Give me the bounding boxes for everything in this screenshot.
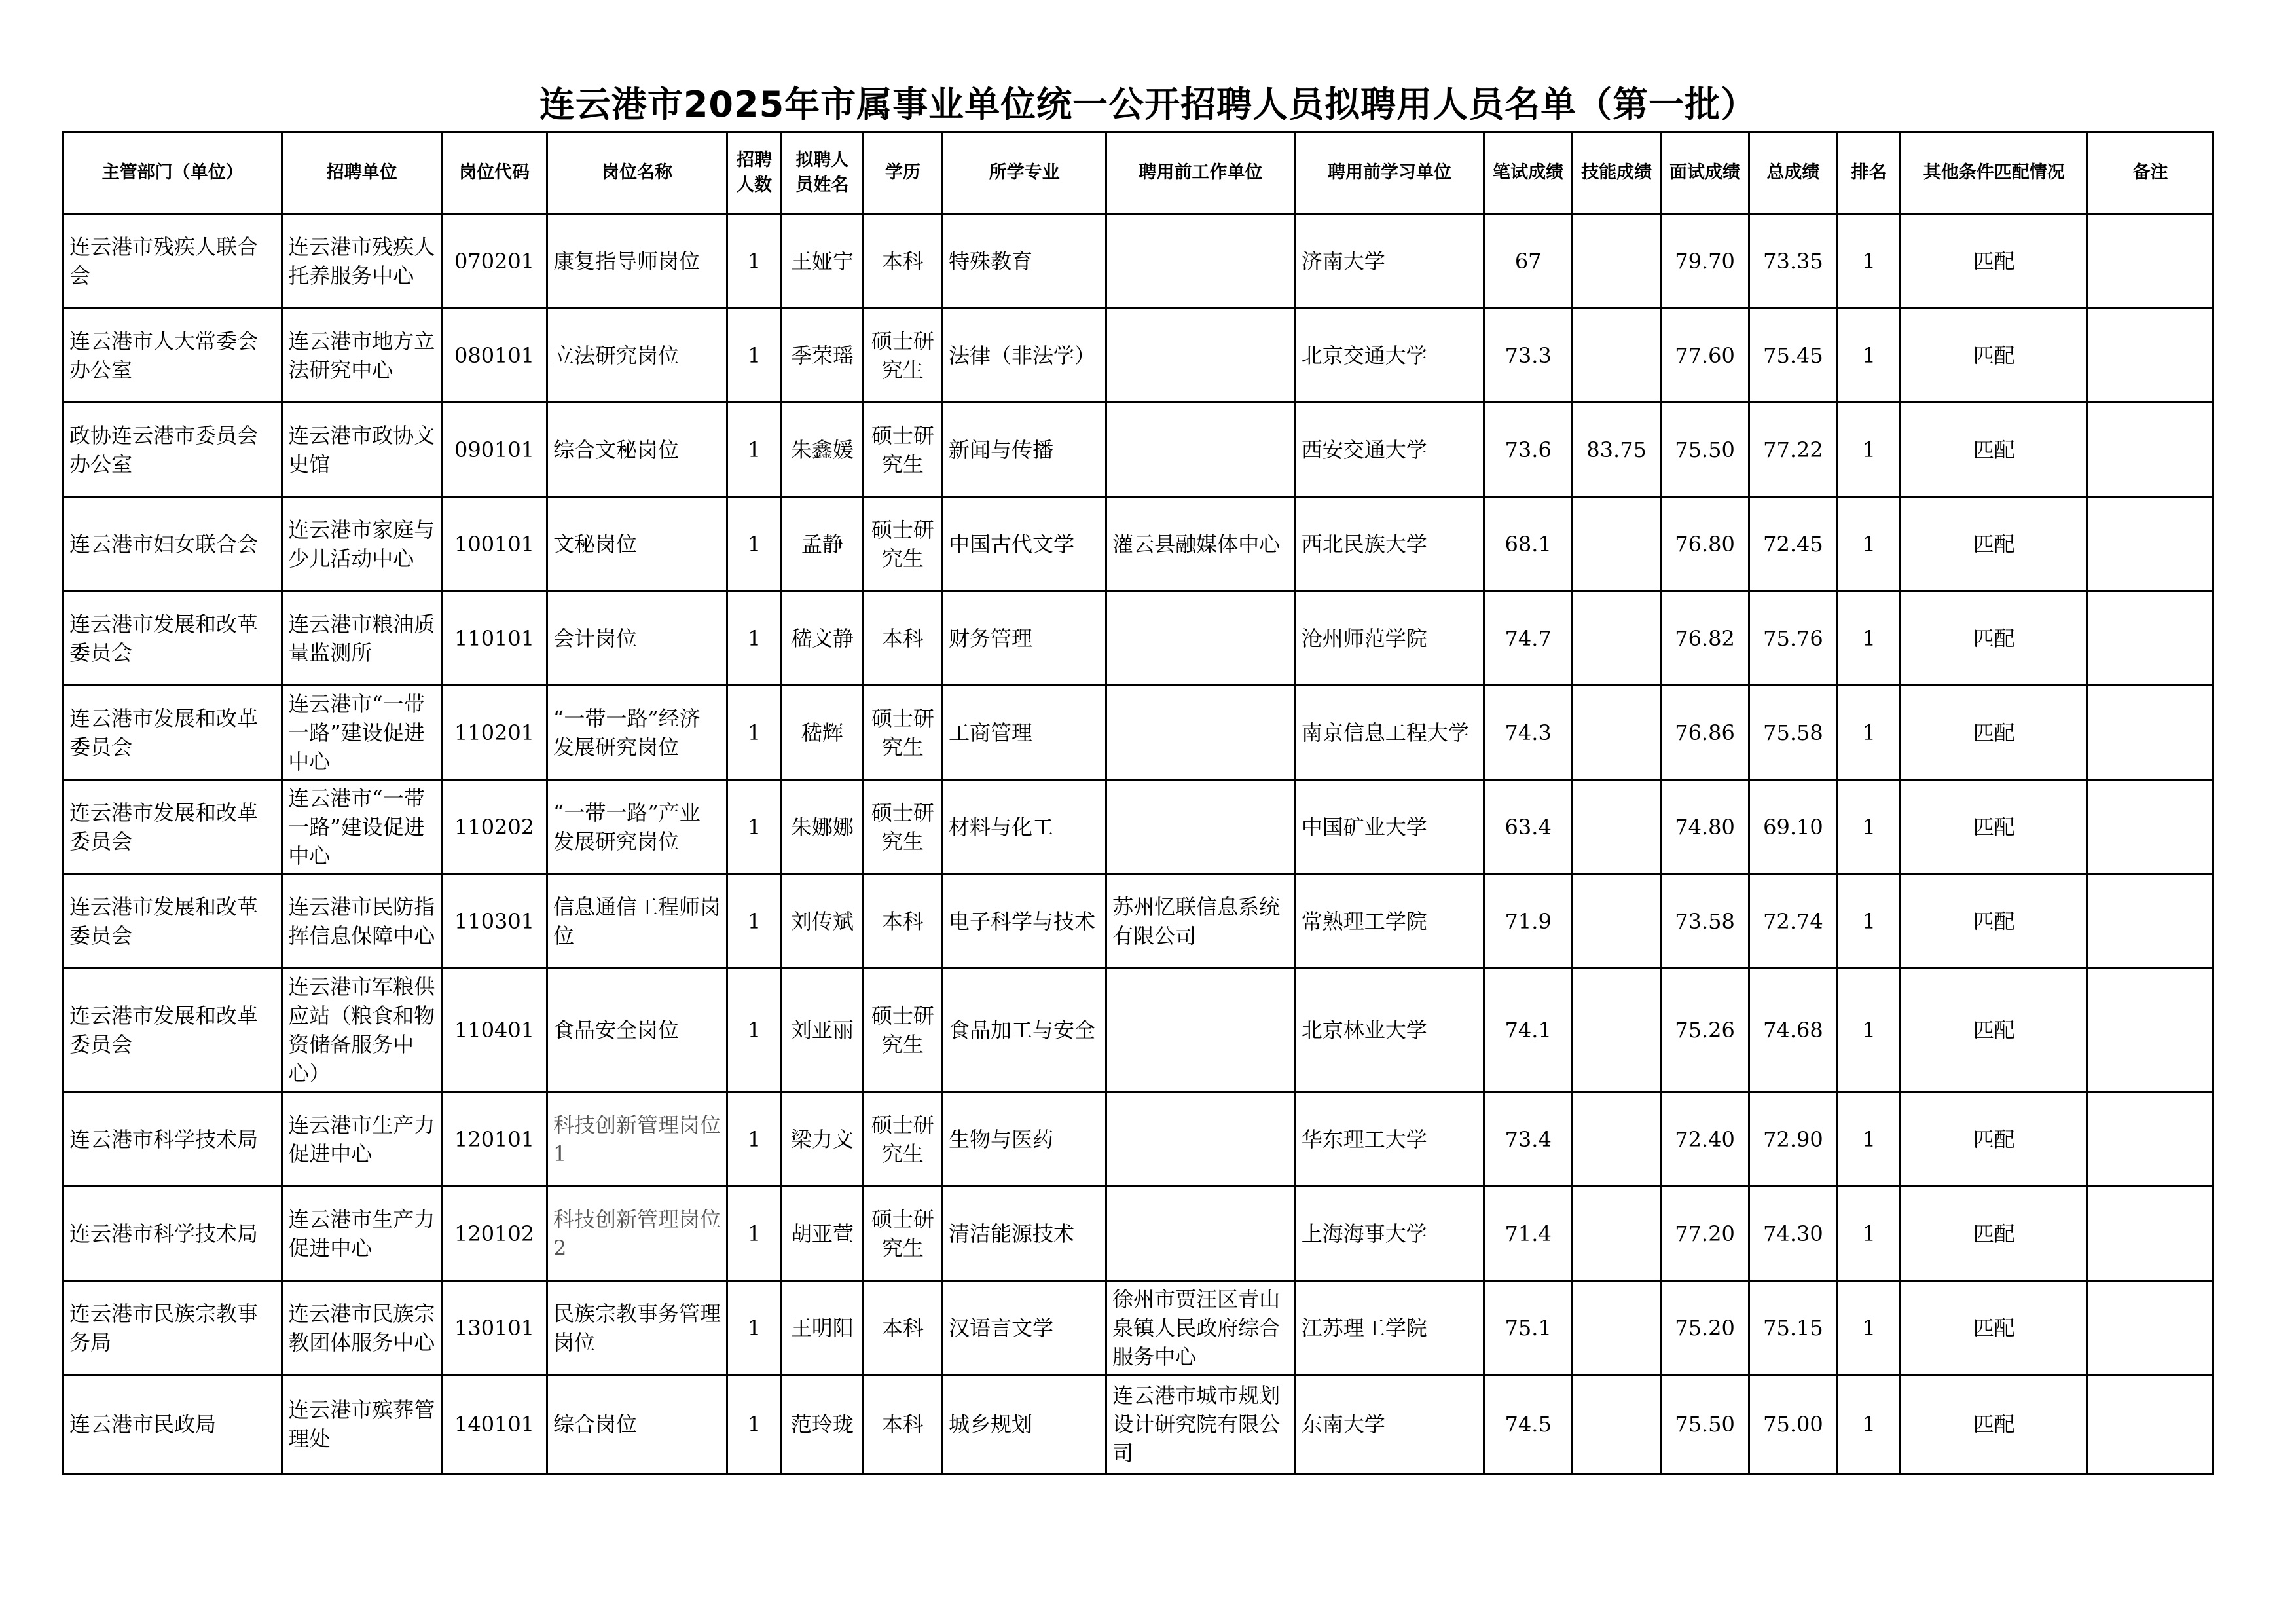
cell-name: 朱娜娜 (782, 780, 864, 874)
cell-total-score: 72.45 (1749, 497, 1837, 591)
cell-position: 康复指导师岗位 (547, 214, 727, 308)
cell-name: 孟静 (782, 497, 864, 591)
cell-skill-score (1573, 1187, 1661, 1281)
cell-unit: 连云港市家庭与少儿活动中心 (282, 497, 442, 591)
cell-education: 硕士研究生 (863, 497, 942, 591)
cell-major: 中国古代文学 (943, 497, 1106, 591)
cell-dept: 连云港市民族宗教事务局 (64, 1281, 282, 1375)
table-row (64, 780, 2214, 874)
cell-dept: 连云港市发展和改革委员会 (64, 969, 282, 1092)
cell-count: 1 (727, 214, 782, 308)
header-skill-score: 技能成绩 (1573, 132, 1661, 214)
cell-major: 食品加工与安全 (943, 969, 1106, 1092)
cell-major: 法律（非法学） (943, 308, 1106, 403)
cell-count: 1 (727, 874, 782, 969)
cell-position: 综合文秘岗位 (547, 403, 727, 497)
cell-position: 文秘岗位 (547, 497, 727, 591)
cell-conditions: 匹配 (1901, 686, 2087, 780)
cell-remarks (2087, 591, 2213, 686)
cell-interview-score: 73.58 (1661, 874, 1749, 969)
cell-count: 1 (727, 780, 782, 874)
cell-conditions: 匹配 (1901, 1092, 2087, 1187)
cell-prev-work (1106, 1092, 1296, 1187)
cell-interview-score: 72.40 (1661, 1092, 1749, 1187)
cell-unit: 连云港市政协文史馆 (282, 403, 442, 497)
cell-position: 科技创新管理岗位2 (547, 1187, 727, 1281)
cell-code: 110401 (442, 969, 547, 1092)
cell-conditions: 匹配 (1901, 1375, 2087, 1474)
cell-remarks (2087, 403, 2213, 497)
cell-prev-school: 上海海事大学 (1295, 1187, 1484, 1281)
cell-skill-score (1573, 969, 1661, 1092)
cell-interview-score: 75.20 (1661, 1281, 1749, 1375)
cell-rank: 1 (1837, 591, 1901, 686)
cell-prev-work: 苏州忆联信息系统有限公司 (1106, 874, 1296, 969)
cell-name: 范玲珑 (782, 1375, 864, 1474)
cell-total-score: 75.00 (1749, 1375, 1837, 1474)
cell-total-score: 74.30 (1749, 1187, 1837, 1281)
cell-written-score: 75.1 (1484, 1281, 1573, 1375)
cell-prev-school: 北京交通大学 (1295, 308, 1484, 403)
cell-education: 硕士研究生 (863, 686, 942, 780)
cell-position: 综合岗位 (547, 1375, 727, 1474)
cell-remarks (2087, 686, 2213, 780)
cell-position: 民族宗教事务管理岗位 (547, 1281, 727, 1375)
cell-count: 1 (727, 1281, 782, 1375)
cell-name: 梁力文 (782, 1092, 864, 1187)
cell-rank: 1 (1837, 1375, 1901, 1474)
cell-skill-score (1573, 591, 1661, 686)
header-prev-school: 聘用前学习单位 (1295, 132, 1484, 214)
cell-count: 1 (727, 1092, 782, 1187)
header-name: 拟聘人员姓名 (782, 132, 864, 214)
cell-rank: 1 (1837, 308, 1901, 403)
cell-unit: 连云港市民族宗教团体服务中心 (282, 1281, 442, 1375)
cell-rank: 1 (1837, 403, 1901, 497)
cell-written-score: 74.1 (1484, 969, 1573, 1092)
cell-major: 工商管理 (943, 686, 1106, 780)
cell-dept: 连云港市民政局 (64, 1375, 282, 1474)
header-rank: 排名 (1837, 132, 1901, 214)
cell-major: 生物与医药 (943, 1092, 1106, 1187)
table-row (64, 969, 2214, 1092)
cell-rank: 1 (1837, 497, 1901, 591)
cell-skill-score (1573, 1375, 1661, 1474)
cell-conditions: 匹配 (1901, 497, 2087, 591)
cell-prev-work (1106, 308, 1296, 403)
header-code: 岗位代码 (442, 132, 547, 214)
cell-unit: 连云港市殡葬管理处 (282, 1375, 442, 1474)
table-row (64, 1092, 2214, 1187)
cell-total-score: 73.35 (1749, 214, 1837, 308)
cell-written-score: 63.4 (1484, 780, 1573, 874)
cell-count: 1 (727, 591, 782, 686)
cell-education: 本科 (863, 1281, 942, 1375)
header-prev-work: 聘用前工作单位 (1106, 132, 1296, 214)
cell-major: 新闻与传播 (943, 403, 1106, 497)
cell-written-score: 68.1 (1484, 497, 1573, 591)
header-conditions: 其他条件匹配情况 (1901, 132, 2087, 214)
cell-name: 嵇文静 (782, 591, 864, 686)
cell-major: 特殊教育 (943, 214, 1106, 308)
cell-interview-score: 76.82 (1661, 591, 1749, 686)
cell-interview-score: 75.50 (1661, 1375, 1749, 1474)
cell-name: 刘传斌 (782, 874, 864, 969)
cell-conditions: 匹配 (1901, 591, 2087, 686)
cell-education: 硕士研究生 (863, 1092, 942, 1187)
cell-skill-score (1573, 874, 1661, 969)
cell-written-score: 73.6 (1484, 403, 1573, 497)
cell-prev-school: 沧州师范学院 (1295, 591, 1484, 686)
cell-conditions: 匹配 (1901, 214, 2087, 308)
cell-rank: 1 (1837, 1187, 1901, 1281)
cell-unit: 连云港市生产力促进中心 (282, 1092, 442, 1187)
table-header-row (64, 132, 2214, 214)
header-total-score: 总成绩 (1749, 132, 1837, 214)
cell-interview-score: 79.70 (1661, 214, 1749, 308)
page-title: 连云港市2025年市属事业单位统一公开招聘人员拟聘用人员名单（第一批） (539, 84, 1757, 125)
cell-education: 本科 (863, 1375, 942, 1474)
table-row (64, 874, 2214, 969)
cell-name: 胡亚萱 (782, 1187, 864, 1281)
cell-remarks (2087, 1187, 2213, 1281)
cell-remarks (2087, 1281, 2213, 1375)
cell-total-score: 75.76 (1749, 591, 1837, 686)
cell-prev-school: 华东理工大学 (1295, 1092, 1484, 1187)
cell-prev-school: 北京林业大学 (1295, 969, 1484, 1092)
header-remarks: 备注 (2087, 132, 2213, 214)
cell-rank: 1 (1837, 969, 1901, 1092)
cell-remarks (2087, 214, 2213, 308)
header-education: 学历 (863, 132, 942, 214)
cell-conditions: 匹配 (1901, 969, 2087, 1092)
cell-name: 嵇辉 (782, 686, 864, 780)
cell-code: 110101 (442, 591, 547, 686)
cell-education: 本科 (863, 214, 942, 308)
cell-count: 1 (727, 1375, 782, 1474)
cell-interview-score: 75.50 (1661, 403, 1749, 497)
cell-position: 立法研究岗位 (547, 308, 727, 403)
table-row (64, 591, 2214, 686)
cell-skill-score (1573, 780, 1661, 874)
cell-prev-school: 东南大学 (1295, 1375, 1484, 1474)
cell-major: 汉语言文学 (943, 1281, 1106, 1375)
cell-written-score: 71.4 (1484, 1187, 1573, 1281)
cell-skill-score: 83.75 (1573, 403, 1661, 497)
cell-written-score: 73.4 (1484, 1092, 1573, 1187)
cell-dept: 连云港市妇女联合会 (64, 497, 282, 591)
cell-unit: 连云港市民防指挥信息保障中心 (282, 874, 442, 969)
header-written-score: 笔试成绩 (1484, 132, 1573, 214)
cell-conditions: 匹配 (1901, 780, 2087, 874)
cell-prev-work (1106, 1187, 1296, 1281)
cell-total-score: 72.74 (1749, 874, 1837, 969)
cell-skill-score (1573, 497, 1661, 591)
cell-dept: 连云港市发展和改革委员会 (64, 780, 282, 874)
cell-unit: 连云港市“一带一路”建设促进中心 (282, 780, 442, 874)
cell-major: 城乡规划 (943, 1375, 1106, 1474)
cell-remarks (2087, 1092, 2213, 1187)
cell-skill-score (1573, 1281, 1661, 1375)
header-major: 所学专业 (943, 132, 1106, 214)
cell-total-score: 75.58 (1749, 686, 1837, 780)
cell-total-score: 75.15 (1749, 1281, 1837, 1375)
cell-remarks (2087, 780, 2213, 874)
table-row (64, 497, 2214, 591)
cell-interview-score: 76.86 (1661, 686, 1749, 780)
cell-prev-work (1106, 686, 1296, 780)
cell-education: 本科 (863, 591, 942, 686)
cell-skill-score (1573, 686, 1661, 780)
cell-position: “一带一路”经济发展研究岗位 (547, 686, 727, 780)
cell-total-score: 69.10 (1749, 780, 1837, 874)
cell-dept: 连云港市科学技术局 (64, 1187, 282, 1281)
cell-interview-score: 77.60 (1661, 308, 1749, 403)
cell-rank: 1 (1837, 214, 1901, 308)
cell-code: 100101 (442, 497, 547, 591)
header-dept: 主管部门（单位） (64, 132, 282, 214)
cell-skill-score (1573, 308, 1661, 403)
cell-rank: 1 (1837, 686, 1901, 780)
cell-interview-score: 74.80 (1661, 780, 1749, 874)
cell-dept: 连云港市人大常委会办公室 (64, 308, 282, 403)
table-row (64, 403, 2214, 497)
cell-code: 080101 (442, 308, 547, 403)
cell-education: 硕士研究生 (863, 308, 942, 403)
cell-written-score: 71.9 (1484, 874, 1573, 969)
cell-code: 110201 (442, 686, 547, 780)
cell-position: 食品安全岗位 (547, 969, 727, 1092)
cell-conditions: 匹配 (1901, 874, 2087, 969)
cell-position: 科技创新管理岗位1 (547, 1092, 727, 1187)
cell-unit: 连云港市残疾人托养服务中心 (282, 214, 442, 308)
cell-code: 130101 (442, 1281, 547, 1375)
cell-rank: 1 (1837, 780, 1901, 874)
cell-unit: 连云港市生产力促进中心 (282, 1187, 442, 1281)
cell-total-score: 74.68 (1749, 969, 1837, 1092)
cell-dept: 政协连云港市委员会办公室 (64, 403, 282, 497)
cell-name: 朱鑫媛 (782, 403, 864, 497)
cell-conditions: 匹配 (1901, 308, 2087, 403)
cell-prev-school: 常熟理工学院 (1295, 874, 1484, 969)
cell-written-score: 73.3 (1484, 308, 1573, 403)
hiring-table (62, 131, 2214, 1475)
cell-code: 110202 (442, 780, 547, 874)
cell-written-score: 74.7 (1484, 591, 1573, 686)
cell-conditions: 匹配 (1901, 1281, 2087, 1375)
cell-major: 财务管理 (943, 591, 1106, 686)
cell-prev-work (1106, 969, 1296, 1092)
cell-code: 140101 (442, 1375, 547, 1474)
cell-count: 1 (727, 497, 782, 591)
cell-prev-work: 灌云县融媒体中心 (1106, 497, 1296, 591)
cell-total-score: 75.45 (1749, 308, 1837, 403)
cell-prev-school: 济南大学 (1295, 214, 1484, 308)
cell-interview-score: 77.20 (1661, 1187, 1749, 1281)
cell-count: 1 (727, 403, 782, 497)
cell-education: 硕士研究生 (863, 1187, 942, 1281)
cell-education: 本科 (863, 874, 942, 969)
cell-education: 硕士研究生 (863, 403, 942, 497)
cell-prev-school: 中国矿业大学 (1295, 780, 1484, 874)
cell-education: 硕士研究生 (863, 780, 942, 874)
cell-prev-work: 连云港市城市规划设计研究院有限公司 (1106, 1375, 1296, 1474)
table-row (64, 214, 2214, 308)
cell-unit: 连云港市地方立法研究中心 (282, 308, 442, 403)
cell-code: 120102 (442, 1187, 547, 1281)
cell-prev-work (1106, 403, 1296, 497)
cell-position: “一带一路”产业发展研究岗位 (547, 780, 727, 874)
cell-interview-score: 76.80 (1661, 497, 1749, 591)
cell-code: 070201 (442, 214, 547, 308)
cell-conditions: 匹配 (1901, 403, 2087, 497)
cell-count: 1 (727, 308, 782, 403)
cell-position: 信息通信工程师岗位 (547, 874, 727, 969)
cell-code: 110301 (442, 874, 547, 969)
cell-dept: 连云港市发展和改革委员会 (64, 686, 282, 780)
cell-count: 1 (727, 969, 782, 1092)
cell-prev-school: 西安交通大学 (1295, 403, 1484, 497)
table-row (64, 308, 2214, 403)
cell-name: 王娅宁 (782, 214, 864, 308)
table-row (64, 1187, 2214, 1281)
cell-unit: 连云港市粮油质量监测所 (282, 591, 442, 686)
cell-written-score: 74.3 (1484, 686, 1573, 780)
cell-written-score: 74.5 (1484, 1375, 1573, 1474)
cell-rank: 1 (1837, 1281, 1901, 1375)
cell-unit: 连云港市军粮供应站（粮食和物资储备服务中心） (282, 969, 442, 1092)
cell-prev-work (1106, 214, 1296, 308)
cell-remarks (2087, 497, 2213, 591)
cell-prev-work (1106, 780, 1296, 874)
table-body (64, 214, 2214, 1474)
header-position: 岗位名称 (547, 132, 727, 214)
cell-major: 材料与化工 (943, 780, 1106, 874)
header-count: 招聘人数 (727, 132, 782, 214)
cell-name: 季荣瑶 (782, 308, 864, 403)
table-row (64, 686, 2214, 780)
cell-unit: 连云港市“一带一路”建设促进中心 (282, 686, 442, 780)
cell-code: 090101 (442, 403, 547, 497)
cell-interview-score: 75.26 (1661, 969, 1749, 1092)
cell-count: 1 (727, 1187, 782, 1281)
cell-skill-score (1573, 214, 1661, 308)
cell-dept: 连云港市发展和改革委员会 (64, 591, 282, 686)
cell-code: 120101 (442, 1092, 547, 1187)
cell-remarks (2087, 1375, 2213, 1474)
cell-rank: 1 (1837, 874, 1901, 969)
cell-remarks (2087, 969, 2213, 1092)
cell-major: 清洁能源技术 (943, 1187, 1106, 1281)
cell-remarks (2087, 308, 2213, 403)
cell-prev-school: 西北民族大学 (1295, 497, 1484, 591)
header-interview-score: 面试成绩 (1661, 132, 1749, 214)
cell-position: 会计岗位 (547, 591, 727, 686)
cell-name: 刘亚丽 (782, 969, 864, 1092)
cell-prev-school: 江苏理工学院 (1295, 1281, 1484, 1375)
cell-education: 硕士研究生 (863, 969, 942, 1092)
cell-prev-school: 南京信息工程大学 (1295, 686, 1484, 780)
cell-prev-work (1106, 591, 1296, 686)
cell-rank: 1 (1837, 1092, 1901, 1187)
cell-prev-work: 徐州市贾汪区青山泉镇人民政府综合服务中心 (1106, 1281, 1296, 1375)
header-unit: 招聘单位 (282, 132, 442, 214)
cell-dept: 连云港市发展和改革委员会 (64, 874, 282, 969)
cell-remarks (2087, 874, 2213, 969)
cell-skill-score (1573, 1092, 1661, 1187)
cell-total-score: 72.90 (1749, 1092, 1837, 1187)
cell-conditions: 匹配 (1901, 1187, 2087, 1281)
cell-written-score: 67 (1484, 214, 1573, 308)
cell-dept: 连云港市残疾人联合会 (64, 214, 282, 308)
cell-count: 1 (727, 686, 782, 780)
cell-name: 王明阳 (782, 1281, 864, 1375)
cell-major: 电子科学与技术 (943, 874, 1106, 969)
table-row (64, 1281, 2214, 1375)
cell-total-score: 77.22 (1749, 403, 1837, 497)
table-row (64, 1375, 2214, 1474)
cell-dept: 连云港市科学技术局 (64, 1092, 282, 1187)
